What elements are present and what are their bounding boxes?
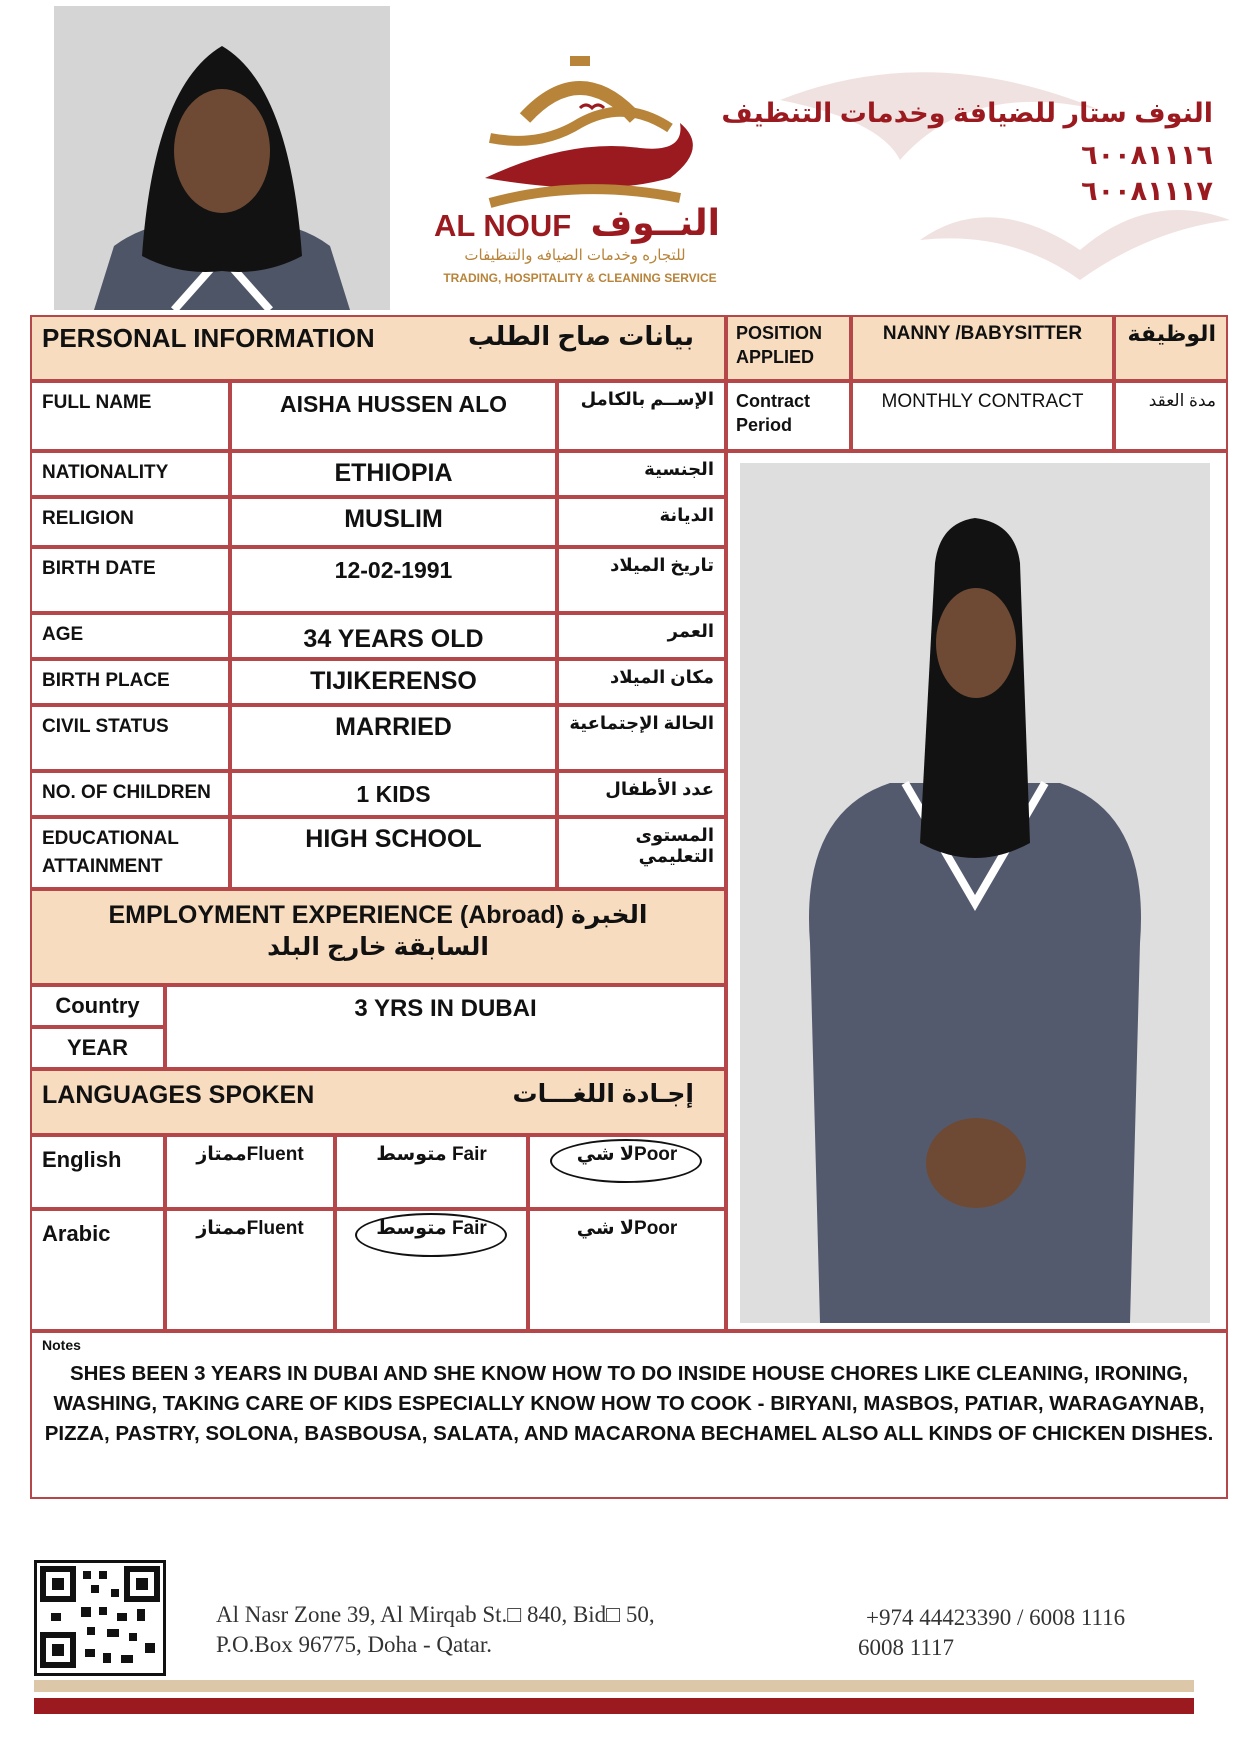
position-label-cell (726, 315, 851, 381)
religion-label-cell (30, 497, 230, 547)
employment-year-label: YEAR (66, 1035, 129, 1060)
position-ar: الوظيفة (1127, 321, 1216, 346)
educational-attainment-value-cell (230, 817, 557, 889)
contract-ar-cell (1114, 381, 1228, 451)
birth-date-label-cell (30, 547, 230, 613)
full-name-value-cell (230, 381, 557, 451)
footer-stripe-red (34, 1698, 1194, 1714)
company-logo (430, 28, 730, 298)
personal-info-header (30, 315, 726, 381)
contract-label: Contract Period (736, 391, 811, 435)
notes-text: SHES BEEN 3 YEARS IN DUBAI AND SHE KNOW HOW TO DO INSIDE HOUSE CHORES LIKE CLEANING, IRONING, WASHING, TAKING CARE OF KIDS ESPECIALLY KNOW HOW TO COOK - BIRYANI, MASBOS, PATIAR, WARAGAYNAB, PIZZA, PASTRY, SOLONA, BASBOUSA, SALATA, AND MACARONA BECHAMEL ALSO ALL KINDS OF CHICKEN DISHES. (44, 1362, 1214, 1445)
birth-date-label: BIRTH DATE (42, 558, 156, 579)
full-name-ar-cell (557, 381, 726, 451)
footer-address-2: P.O.Box 96775, Doha - Qatar. (216, 1632, 492, 1657)
no-of-children-label-cell (30, 771, 230, 817)
logo-emblem-icon (430, 28, 730, 218)
footer-address-1: Al Nasr Zone 39, Al Mirqab St.□ 840, Bid□ 50, (216, 1602, 655, 1627)
lang-arabic-fair-cell[interactable] (335, 1209, 528, 1331)
logo-sub-ar: للتجاره وخدمات الضيافه والتنظيفات (464, 247, 686, 264)
nationality-value-cell (230, 451, 557, 497)
birth-place-label: BIRTH PLACE (42, 670, 170, 691)
languages-title: LANGUAGES SPOKEN (42, 1081, 315, 1109)
birth-place-label-cell (30, 659, 230, 705)
languages-title-ar: إجـادة اللغـــات (512, 1080, 694, 1108)
employment-year-label-cell (30, 1027, 165, 1069)
lang-english-fair-cell[interactable] (335, 1135, 528, 1209)
lang-arabic-fluent-cell[interactable] (165, 1209, 335, 1331)
age-label-cell (30, 613, 230, 659)
birth-date-value: 12-02-1991 (334, 557, 453, 583)
applicant-headshot (54, 6, 390, 310)
employment-header (30, 889, 726, 985)
qr-code-icon (37, 1563, 163, 1673)
full-name-value: AISHA HUSSEN ALO (279, 391, 508, 417)
religion-label: RELIGION (42, 508, 134, 529)
employment-title: EMPLOYMENT EXPERIENCE (Abroad) الخبرة السابقة خارج البلد (108, 901, 648, 961)
educational-attainment-label: EDUCATIONAL ATTAINMENT (42, 828, 179, 877)
civil-status-value: MARRIED (335, 713, 452, 741)
civil-status-ar-cell (557, 705, 726, 771)
lang-arabic-poor-cell[interactable] (528, 1209, 726, 1331)
age-ar: العمر (667, 621, 714, 641)
full-name-label-cell (30, 381, 230, 451)
no-of-children-value: 1 KIDS (356, 781, 431, 807)
full-name-label: FULL NAME (42, 392, 152, 413)
contract-value-cell (851, 381, 1114, 451)
age-ar-cell (557, 613, 726, 659)
logo-sub-en: TRADING, HOSPITALITY & CLEANING SERVICE (443, 271, 717, 285)
logo-wordmark (434, 202, 734, 248)
nationality-ar-cell (557, 451, 726, 497)
birth-place-value-cell (230, 659, 557, 705)
age-value-cell (230, 613, 557, 659)
lang-english-name-cell (30, 1135, 165, 1209)
birth-place-ar: مكان الميلاد (610, 667, 714, 687)
religion-value: MUSLIM (344, 505, 443, 533)
employment-value: 3 YRS IN DUBAI (354, 995, 537, 1022)
birth-place-value: TIJIKERENSO (310, 667, 477, 695)
phone-ar-2: ٦٠٠٨١١١٧ (1081, 176, 1213, 206)
footer-phone-2: 6008 1117 (858, 1635, 955, 1660)
employment-country-label-cell (30, 985, 165, 1027)
full-photo-illustration (740, 463, 1210, 1323)
position-value: NANNY /BABYSITTER (882, 323, 1083, 344)
lang-english-poor: لا شيPoor (576, 1144, 678, 1165)
educational-attainment-ar: المستوى التعليمي (635, 825, 714, 866)
personal-info-title-ar: بيانات صاح الطلب (467, 321, 694, 351)
phone-ar-1: ٦٠٠٨١١١٦ (1081, 140, 1213, 170)
no-of-children-value-cell (230, 771, 557, 817)
lang-english-fair: متوسط Fair (376, 1144, 487, 1165)
birth-date-ar-cell (557, 547, 726, 613)
lang-arabic-poor: لا شيPoor (576, 1218, 678, 1239)
lang-english-fluent: ممتازFluent (196, 1144, 304, 1165)
employment-value-cell (165, 985, 726, 1069)
age-label: AGE (42, 624, 84, 645)
educational-attainment-ar-cell (557, 817, 726, 889)
age-value: 34 YEARS OLD (303, 625, 484, 653)
no-of-children-ar-cell (557, 771, 726, 817)
applicant-full-photo (740, 463, 1210, 1323)
religion-value-cell (230, 497, 557, 547)
footer-stripe-gold (34, 1680, 1194, 1692)
lang-arabic-name-cell (30, 1209, 165, 1331)
educational-attainment-label-cell (30, 817, 230, 889)
position-label: POSITION APPLIED (736, 323, 823, 367)
lang-english-fluent-cell[interactable] (165, 1135, 335, 1209)
nationality-label: NATIONALITY (42, 462, 169, 483)
headshot-illustration (54, 6, 390, 310)
footer-phone-1: +974 44423390 / 6008 1116 (866, 1605, 1126, 1630)
birth-date-ar: تاريخ الميلاد (610, 555, 714, 575)
full-photo-frame (726, 451, 1228, 1331)
religion-ar-cell (557, 497, 726, 547)
logo-name-ar: النــوف (590, 202, 720, 243)
lang-arabic-name: Arabic (42, 1221, 111, 1246)
background-bird-watermark (770, 40, 1240, 310)
nationality-value: ETHIOPIA (334, 459, 453, 487)
english-selected-circle (550, 1139, 702, 1183)
position-value-cell (851, 315, 1114, 381)
full-name-ar: الإســم بالكامل (580, 389, 714, 409)
contract-value: MONTHLY CONTRACT (881, 391, 1084, 412)
lang-english-poor-cell[interactable] (528, 1135, 726, 1209)
notes-label: Notes (42, 1337, 81, 1353)
contract-label-cell (726, 381, 851, 451)
birth-date-value-cell (230, 547, 557, 613)
lang-english-name: English (42, 1147, 122, 1172)
civil-status-ar: الحالة الإجتماعية (569, 713, 714, 733)
employment-country-label: Country (55, 993, 140, 1018)
no-of-children-ar: عدد الأطفال (605, 779, 714, 799)
lang-arabic-fair: متوسط Fair (376, 1218, 487, 1239)
civil-status-value-cell (230, 705, 557, 771)
personal-info-title: PERSONAL INFORMATION (42, 323, 375, 353)
notes-box (30, 1331, 1228, 1499)
arabic-selected-circle (355, 1213, 507, 1257)
educational-attainment-value: HIGH SCHOOL (305, 825, 482, 853)
company-name-ar: النوف ستار للضيافة وخدمات التنظيف (721, 98, 1213, 128)
religion-ar: الديانة (659, 505, 714, 525)
no-of-children-label: NO. OF CHILDREN (42, 782, 211, 803)
logo-name-en: AL NOUF (434, 208, 572, 243)
nationality-ar: الجنسية (644, 459, 714, 479)
contract-ar: مدة العقد (1148, 391, 1216, 410)
position-ar-cell (1114, 315, 1228, 381)
qr-code[interactable] (34, 1560, 166, 1676)
civil-status-label: CIVIL STATUS (42, 716, 169, 737)
languages-header (30, 1069, 726, 1135)
nationality-label-cell (30, 451, 230, 497)
civil-status-label-cell (30, 705, 230, 771)
birth-place-ar-cell (557, 659, 726, 705)
lang-arabic-fluent: ممتازFluent (196, 1218, 304, 1239)
